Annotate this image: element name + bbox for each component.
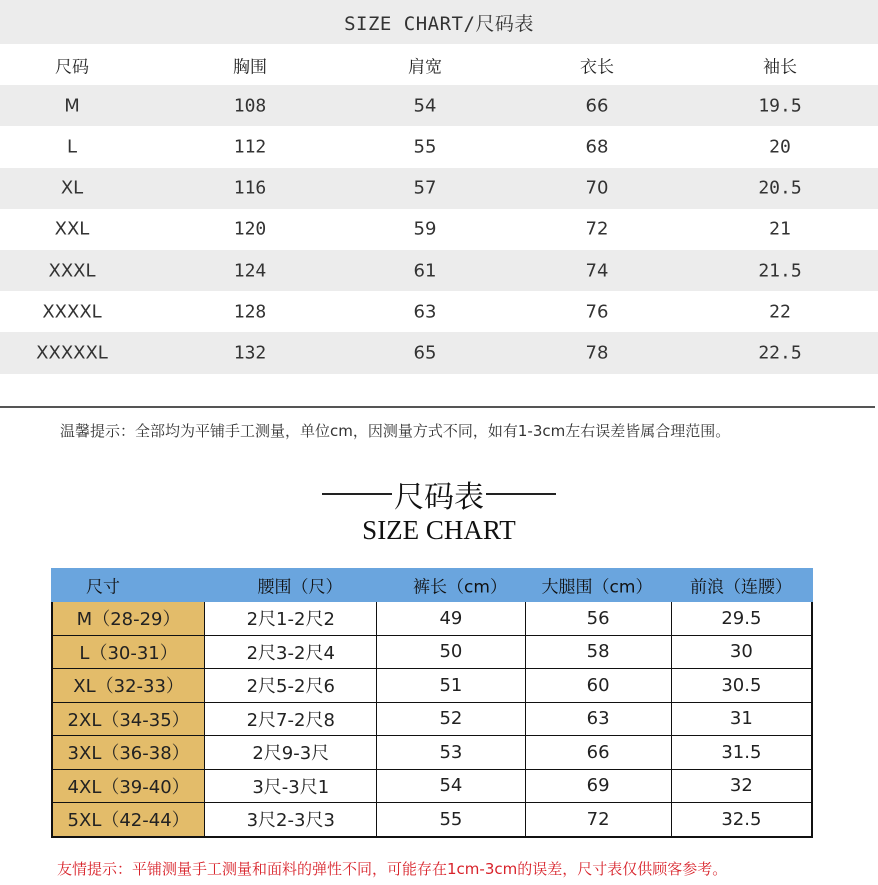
top-table-row — [0, 209, 878, 250]
top-cell-chest: 112 — [233, 136, 267, 158]
top-table-row — [0, 126, 878, 167]
top-cell-length: 66 — [585, 95, 609, 117]
bottom-cell-front-rise: 31.5 — [671, 736, 811, 769]
title-right-rule — [486, 493, 556, 495]
bottom-cell-size: 4XL（39-40） — [53, 770, 204, 803]
bottom-table-row — [53, 802, 811, 836]
top-cell-sleeve: 22.5 — [758, 342, 802, 364]
bottom-cell-size: XL（32-33） — [53, 669, 204, 702]
bottom-cell-thigh: 69 — [525, 770, 671, 803]
bottom-cell-pants-length: 50 — [376, 636, 524, 669]
top-cell-length: 78 — [585, 342, 609, 364]
bottom-cell-waist: 3尺2-3尺3 — [204, 803, 376, 836]
top-cell-shoulder: 65 — [413, 342, 437, 364]
bottom-cell-size: 5XL（42-44） — [53, 803, 204, 836]
bottom-measurement-note: 友情提示：平铺测量手工测量和面料的弹性不同，可能存在1cm-3cm的误差，尺寸表仅供顾客参考。 — [57, 860, 728, 878]
top-header-sleeve: 袖长 — [763, 57, 797, 78]
bottom-table-row — [53, 735, 811, 769]
bottom-title-cn: 尺码表 — [394, 480, 484, 515]
top-header-chest: 胸围 — [233, 57, 267, 78]
bottom-table-row — [53, 769, 811, 803]
top-cell-sleeve: 19.5 — [758, 95, 802, 117]
bottom-table-row — [53, 602, 811, 635]
top-cell-chest: 120 — [233, 218, 267, 240]
top-cell-shoulder: 55 — [413, 136, 437, 158]
top-cell-size: XL — [60, 177, 84, 199]
bottom-cell-thigh: 72 — [525, 803, 671, 836]
bottom-cell-waist: 2尺7-2尺8 — [204, 703, 376, 736]
bottom-table-row — [53, 702, 811, 736]
top-cell-shoulder: 61 — [413, 260, 437, 282]
top-cell-size: XXL — [54, 218, 90, 240]
bottom-cell-pants-length: 52 — [376, 703, 524, 736]
top-cell-size: XXXXL — [42, 301, 102, 323]
bottom-cell-waist: 2尺5-2尺6 — [204, 669, 376, 702]
bottom-size-table — [51, 568, 813, 838]
top-cell-chest: 108 — [233, 95, 267, 117]
bottom-cell-thigh: 56 — [525, 602, 671, 635]
top-table-header-row — [0, 44, 878, 85]
bottom-cell-waist: 3尺-3尺1 — [204, 770, 376, 803]
bottom-cell-front-rise: 31 — [671, 703, 811, 736]
bottom-header-waist: 腰围（尺） — [257, 577, 343, 598]
bottom-header-pants-length: 裤长（cm） — [413, 577, 507, 598]
top-table-row — [0, 291, 878, 332]
top-table-row — [0, 250, 878, 291]
bottom-cell-front-rise: 32 — [671, 770, 811, 803]
top-cell-size: L — [66, 136, 78, 158]
bottom-cell-pants-length: 55 — [376, 803, 524, 836]
bottom-table-body — [51, 602, 813, 838]
bottom-table-header-row — [51, 568, 813, 602]
top-header-length: 衣长 — [580, 57, 614, 78]
top-cell-chest: 132 — [233, 342, 267, 364]
bottom-title-en: SIZE CHART — [362, 515, 516, 545]
bottom-header-front-rise: 前浪（连腰） — [690, 577, 792, 598]
top-cell-size: XXXL — [48, 260, 96, 282]
bottom-cell-waist: 2尺1-2尺2 — [204, 602, 376, 635]
title-left-rule — [322, 493, 392, 495]
top-cell-sleeve: 20.5 — [758, 177, 802, 199]
top-cell-chest: 116 — [233, 177, 267, 199]
top-cell-shoulder: 57 — [413, 177, 437, 199]
bottom-cell-size: 3XL（36-38） — [53, 736, 204, 769]
section-divider — [0, 406, 875, 408]
top-cell-shoulder: 63 — [413, 301, 437, 323]
top-header-size: 尺码 — [55, 57, 89, 78]
top-cell-length: 76 — [585, 301, 609, 323]
bottom-table-row — [53, 635, 811, 669]
bottom-header-size: 尺寸 — [86, 577, 120, 598]
bottom-table-row — [53, 668, 811, 702]
top-size-table — [0, 44, 878, 374]
top-cell-length: 70 — [585, 177, 609, 199]
top-table-row — [0, 332, 878, 373]
top-cell-size: M — [64, 95, 80, 117]
bottom-header-thigh: 大腿围（cm） — [541, 577, 653, 598]
top-cell-size: XXXXXL — [36, 342, 108, 364]
bottom-cell-pants-length: 54 — [376, 770, 524, 803]
bottom-cell-thigh: 66 — [525, 736, 671, 769]
bottom-cell-pants-length: 53 — [376, 736, 524, 769]
top-header-shoulder: 肩宽 — [408, 57, 442, 78]
bottom-cell-thigh: 58 — [525, 636, 671, 669]
top-cell-sleeve: 22 — [769, 301, 791, 323]
bottom-cell-front-rise: 32.5 — [671, 803, 811, 836]
bottom-cell-thigh: 63 — [525, 703, 671, 736]
top-cell-sleeve: 21 — [769, 218, 791, 240]
bottom-cell-front-rise: 29.5 — [671, 602, 811, 635]
bottom-cell-thigh: 60 — [525, 669, 671, 702]
bottom-cell-pants-length: 51 — [376, 669, 524, 702]
top-table-row — [0, 168, 878, 209]
top-chart-title: SIZE CHART/尺码表 — [344, 12, 534, 35]
top-cell-length: 72 — [585, 218, 609, 240]
top-table-row — [0, 85, 878, 126]
bottom-cell-size: M（28-29） — [53, 602, 204, 635]
top-cell-shoulder: 54 — [413, 95, 437, 117]
bottom-cell-pants-length: 49 — [376, 602, 524, 635]
bottom-cell-front-rise: 30.5 — [671, 669, 811, 702]
bottom-cell-waist: 2尺9-3尺 — [204, 736, 376, 769]
bottom-cell-size: 2XL（34-35） — [53, 703, 204, 736]
top-cell-shoulder: 59 — [413, 218, 437, 240]
bottom-cell-size: L（30-31） — [53, 636, 204, 669]
top-measurement-note: 温馨提示：全部均为平铺手工测量，单位cm，因测量方式不同，如有1-3cm左右误差皆属合理范围。 — [60, 422, 731, 440]
bottom-chart-title — [0, 472, 878, 516]
top-cell-sleeve: 20 — [769, 136, 791, 158]
bottom-cell-waist: 2尺3-2尺4 — [204, 636, 376, 669]
top-cell-length: 74 — [585, 260, 609, 282]
top-cell-sleeve: 21.5 — [758, 260, 802, 282]
bottom-cell-front-rise: 30 — [671, 636, 811, 669]
top-cell-chest: 124 — [233, 260, 267, 282]
top-title-band — [0, 0, 878, 44]
top-cell-chest: 128 — [233, 301, 267, 323]
top-cell-length: 68 — [585, 136, 609, 158]
